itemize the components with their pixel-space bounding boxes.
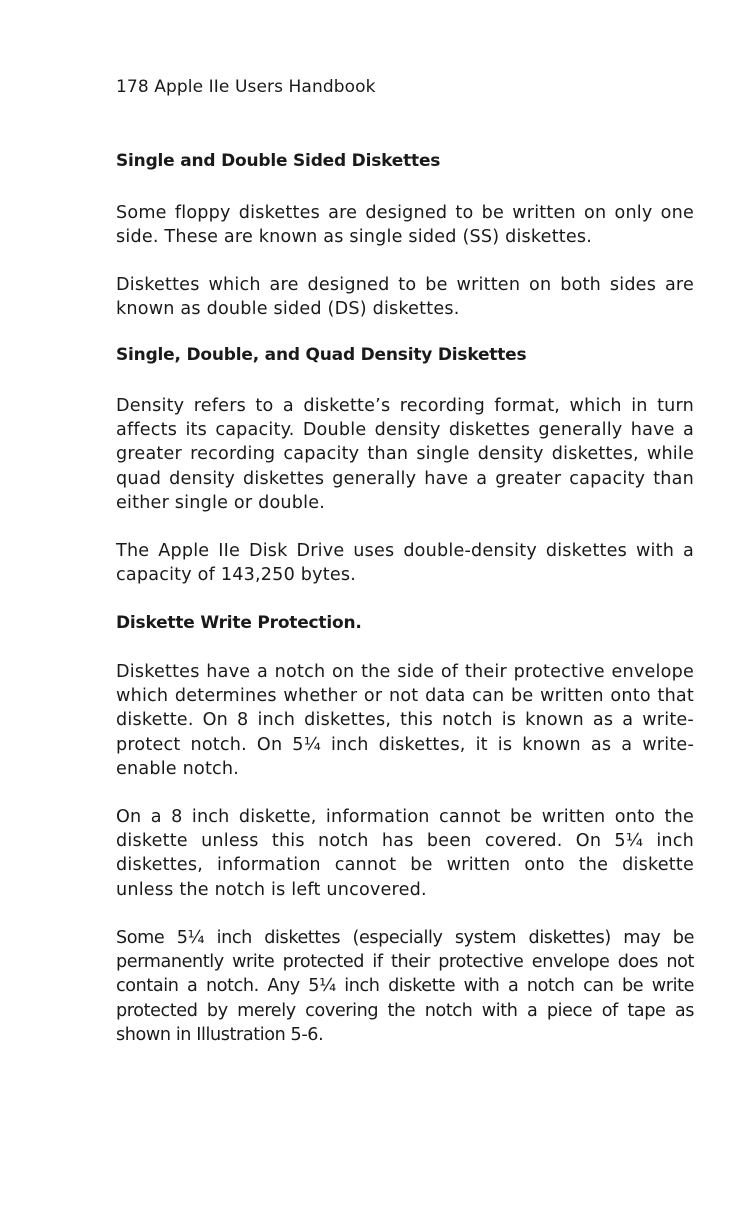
section-heading: Single and Double Sided Diskettes (116, 151, 441, 171)
paragraph: The Apple IIe Disk Drive uses double-density diskettes with a capacity of 143,250 bytes. (116, 541, 694, 586)
paragraph: Density refers to a diskette’s recording format, which in turn affects its capacity. Double density diskettes generally have a greater recording capacity than single density diskettes, while quad density diskettes generally have a greater capacity than either single or double. (116, 396, 694, 513)
paragraph: Some floppy diskettes are designed to be written on only one side. These are known as single sided (SS) diskettes. (116, 203, 694, 248)
paragraph: On a 8 inch diskette, information cannot be written onto the diskette unless this notch has been covered. On 5¼ inch diskettes, information cannot be written onto the diskette unless the notch is left uncovered. (116, 807, 694, 900)
paragraph: Some 5¼ inch diskettes (especially system diskettes) may be permanently write protected if their protective envelope does not contain a notch. Any 5¼ inch diskette with a notch can be write protected by merely covering the notch with a piece of tape as shown in Illustration 5-6. (116, 928, 694, 1045)
paragraph: Diskettes which are designed to be written on both sides are known as double sided (DS) diskettes. (116, 275, 694, 320)
paragraph: Diskettes have a notch on the side of their protective envelope which determines whether or not data can be written onto that diskette. On 8 inch diskettes, this notch is known as a write-protect notch. On 5¼ inch diskettes, it is known as a write-enable notch. (116, 662, 694, 779)
section-heading: Single, Double, and Quad Density Diskettes (116, 345, 527, 365)
running-head: 178 Apple IIe Users Handbook (116, 77, 376, 97)
section-heading: Diskette Write Protection. (116, 613, 362, 633)
